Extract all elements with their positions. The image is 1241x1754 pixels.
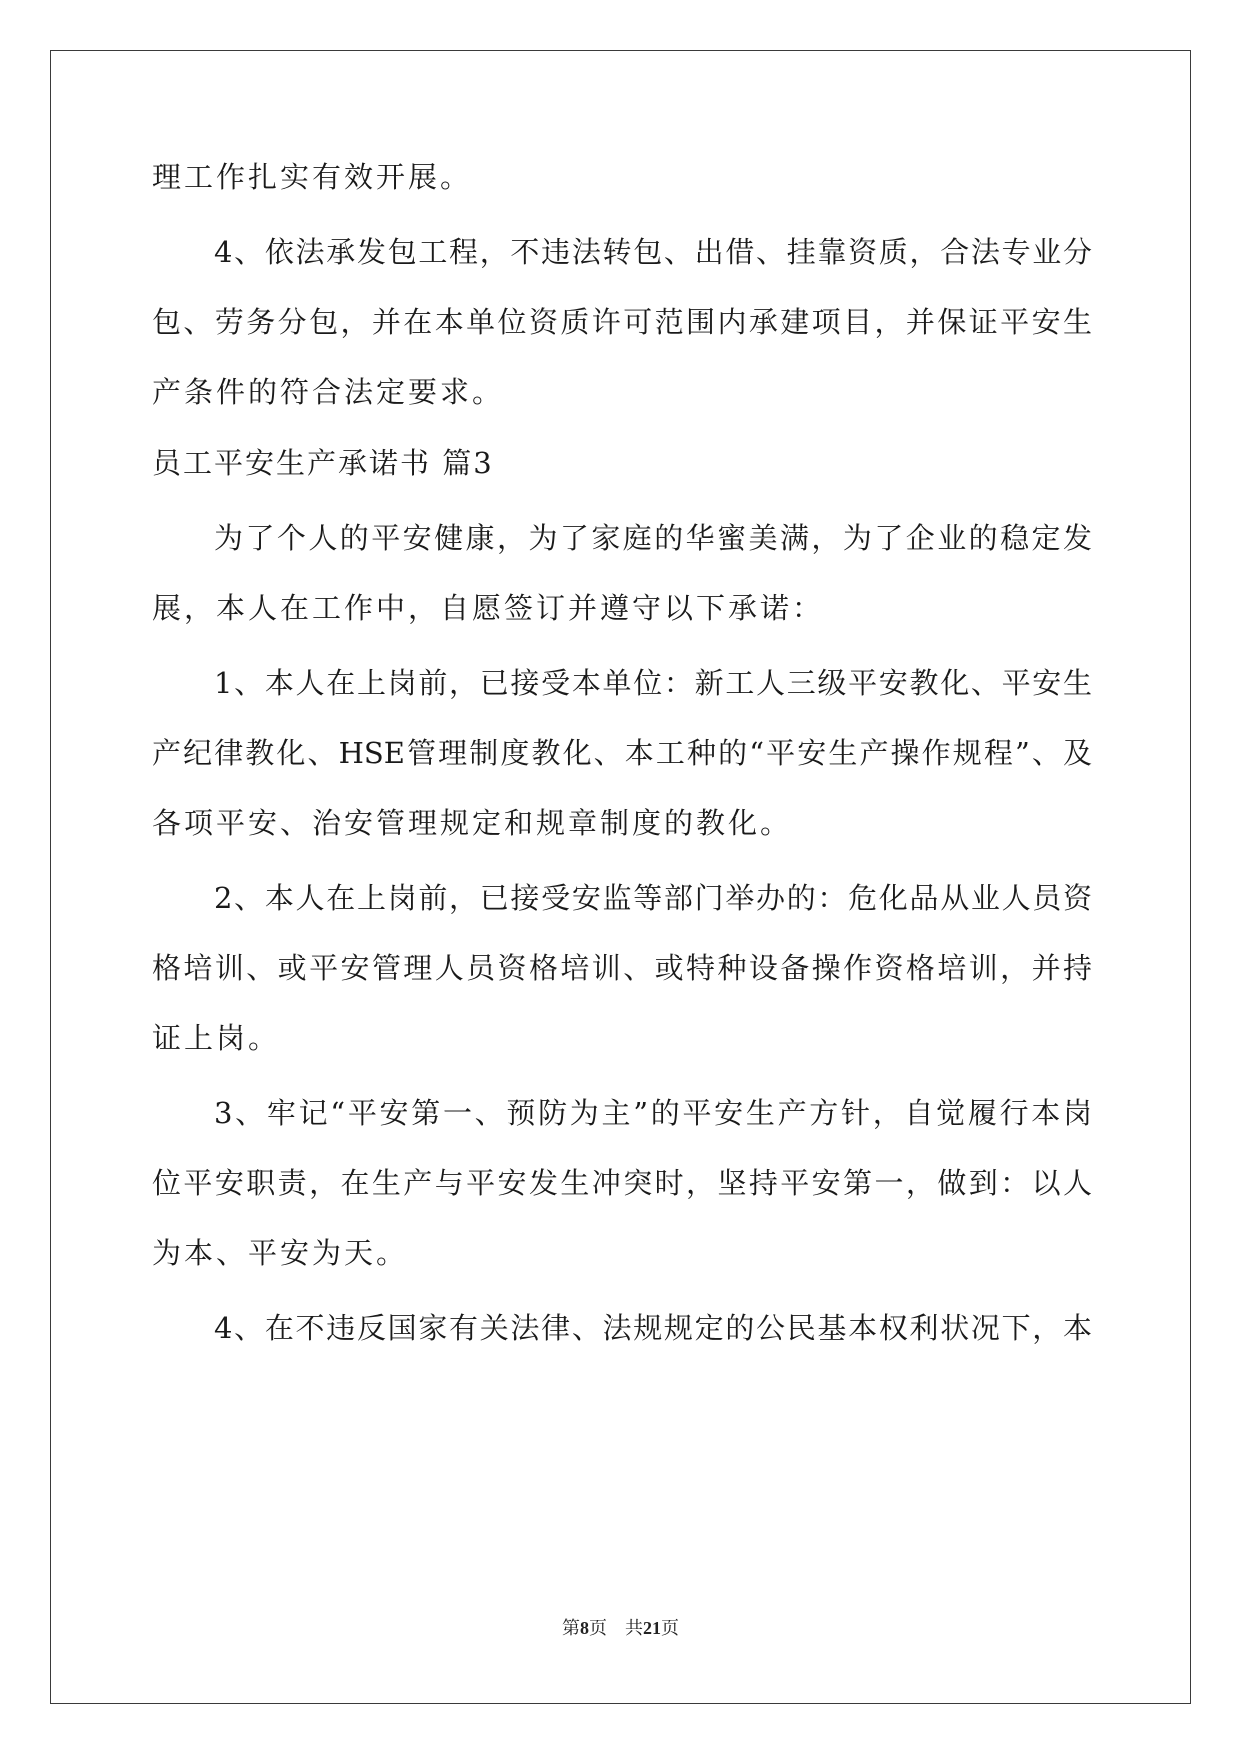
page-footer bbox=[0, 1616, 1241, 1640]
paragraph-line: 包、劳务分包，并在本单位资质许可范围内承建项目，并保证平安生 bbox=[152, 305, 1092, 339]
page-border bbox=[50, 50, 1191, 1704]
body-text-line: 理工作扎实有效开展。 bbox=[152, 160, 473, 194]
page-prefix: 第 bbox=[562, 1618, 580, 1638]
paragraph-line: 4、在不违反国家有关法律、法规规定的公民基本权利状况下，本 bbox=[214, 1311, 1092, 1345]
paragraph-line: 为了个人的平安健康，为了家庭的华蜜美满，为了企业的稳定发 bbox=[214, 521, 1092, 555]
section-heading: 员工平安生产承诺书 篇3 bbox=[152, 446, 494, 480]
paragraph-line: 产纪律教化、HSE管理制度教化、本工种的“平安生产操作规程”、及 bbox=[152, 736, 1092, 770]
page-number: 8 bbox=[580, 1618, 589, 1638]
paragraph-line: 2、本人在上岗前，已接受安监等部门举办的：危化品从业人员资 bbox=[214, 881, 1092, 915]
paragraph-line: 3、牢记“平安第一、预防为主”的平安生产方针，自觉履行本岗 bbox=[214, 1096, 1092, 1130]
total-prefix: 共 bbox=[625, 1618, 643, 1638]
total-suffix: 页 bbox=[661, 1618, 679, 1638]
page-suffix: 页 bbox=[589, 1618, 607, 1638]
paragraph-line: 证上岗。 bbox=[152, 1021, 281, 1055]
paragraph-line: 展，本人在工作中，自愿签订并遵守以下承诺： bbox=[152, 591, 825, 625]
total-pages: 21 bbox=[643, 1618, 661, 1638]
paragraph-line: 1、本人在上岗前，已接受本单位：新工人三级平安教化、平安生 bbox=[214, 666, 1092, 700]
paragraph-line: 为本、平安为天。 bbox=[152, 1236, 409, 1270]
paragraph-line: 位平安职责，在生产与平安发生冲突时，坚持平安第一，做到：以人 bbox=[152, 1166, 1092, 1200]
paragraph-line: 格培训、或平安管理人员资格培训、或特种设备操作资格培训，并持 bbox=[152, 951, 1092, 985]
paragraph-line: 4、依法承发包工程，不违法转包、出借、挂靠资质，合法专业分 bbox=[214, 235, 1092, 269]
paragraph-line: 各项平安、治安管理规定和规章制度的教化。 bbox=[152, 806, 793, 840]
paragraph-line: 产条件的符合法定要求。 bbox=[152, 375, 505, 409]
